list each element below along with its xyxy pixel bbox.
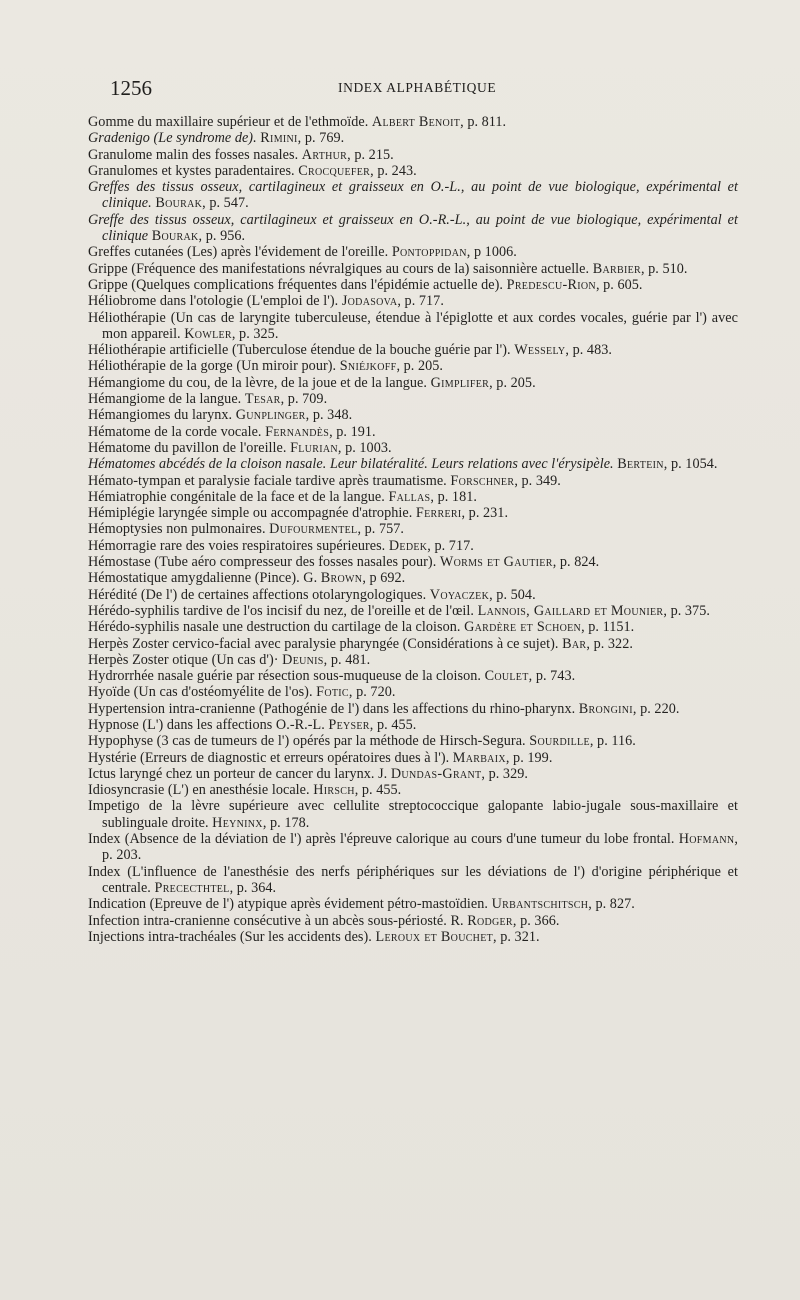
entry-page-ref: , p. 769. — [297, 130, 345, 147]
index-entry — [88, 554, 738, 570]
entry-page-ref: , p. 605. — [595, 276, 643, 293]
entry-author: Worms et Gautier — [439, 554, 553, 571]
entry-author: Wessely — [514, 342, 566, 359]
entry-page-ref: , p. 1054. — [663, 456, 718, 473]
entry-title: Hémangiome du cou, de la lèvre, de la joue et de la langue. — [88, 374, 427, 391]
entry-author: Dundas-Grant — [390, 765, 482, 782]
entry-title: Grippe (Quelques complications fréquentes dans l'épidémie actuelle de). — [88, 276, 504, 293]
entry-page-ref: , p. 504. — [489, 586, 536, 603]
entry-title: Hémiatrophie congénitale de la face et de la langue. — [88, 488, 385, 505]
entry-page-ref: , p. 455. — [369, 716, 417, 733]
entry-title: Gradenigo (Le syndrome de). — [88, 130, 257, 147]
entry-page-ref: , p. 1151. — [581, 619, 635, 636]
entry-title: Gomme du maxillaire supérieur et de l'ethmoïde. — [88, 114, 369, 130]
index-entry — [88, 342, 738, 358]
index-entry — [88, 407, 738, 423]
entry-page-ref: , p. 322. — [586, 635, 633, 652]
entry-title: Ictus laryngé chez un porteur de cancer du larynx. J. — [88, 765, 388, 782]
index-entry — [88, 717, 738, 733]
entry-title: Hérédo-syphilis nasale une destruction du cartilage de la cloison. — [88, 619, 461, 636]
index-entry — [88, 391, 738, 407]
entry-title: Hémato-tympan et paralysie faciale tardive après traumatisme. — [88, 472, 447, 489]
entry-page-ref: , p. 178. — [262, 814, 310, 831]
entry-title: Hémoptysies non pulmonaires. — [88, 521, 266, 538]
entry-author: Bar — [562, 635, 587, 652]
entry-page-ref: , p. 348. — [305, 407, 353, 424]
entry-title: Infection intra-cranienne consécutive à un abcès sous-périosté. R. — [88, 912, 464, 929]
entry-author: Marbaix — [452, 749, 506, 766]
entry-page-ref: , p. 717. — [427, 537, 474, 554]
index-entry — [88, 473, 738, 489]
entry-page-ref: , p. 215. — [347, 146, 394, 163]
entry-page-ref: , p. 510. — [640, 260, 688, 277]
entry-title: Héliothérapie (Un cas de laryngite tuberculeuse, étendue à l'épiglotte et aux cordes vocales, guérie par l') avec mon appareil. — [88, 309, 738, 342]
entry-author: Lannois, Gaillard et Mounier — [477, 602, 664, 619]
entry-title: Hémangiomes du larynx. — [88, 407, 233, 424]
entry-title: Hyoïde (Un cas d'ostéomyélite de l'os). — [88, 684, 313, 701]
index-entry — [88, 212, 738, 245]
entry-author: Forschner — [450, 472, 515, 489]
entry-page-ref: , p. 181. — [430, 488, 477, 505]
entry-title: Hérédité (De l') de certaines affections otolaryngologiques. — [88, 586, 427, 603]
entry-page-ref: , p. 956. — [198, 228, 246, 245]
index-entry — [88, 766, 738, 782]
entry-title: Hématome de la corde vocale. — [88, 423, 262, 440]
entry-page-ref: , p. 364. — [229, 879, 277, 896]
index-entry — [88, 929, 738, 945]
entry-author: Peyser — [328, 716, 370, 733]
entry-title: Hémorragie rare des voies respiratoires supérieures. — [88, 537, 386, 554]
entry-author: Fotic — [316, 684, 349, 701]
entry-page-ref: , p. 329. — [481, 765, 528, 782]
index-entry — [88, 147, 738, 163]
entry-page-ref: , p. 709. — [280, 391, 328, 408]
entry-author: Crocquefer — [298, 162, 371, 179]
entry-author: Flurian — [290, 439, 338, 456]
entry-author: Fernandès — [265, 423, 330, 440]
index-entry — [88, 570, 738, 586]
entry-author: Pontoppidan — [391, 244, 467, 261]
index-entry — [88, 798, 738, 831]
entry-title: Grippe (Fréquence des manifestations névralgiques au cours de la) saisonnière actuelle. — [88, 260, 590, 277]
entry-page-ref: , p. 321. — [493, 928, 540, 945]
entry-author: Bertein — [617, 456, 664, 473]
index-entry — [88, 440, 738, 456]
index-entry — [88, 684, 738, 700]
index-entry — [88, 538, 738, 554]
index-entry — [88, 913, 738, 929]
entry-title: Herpès Zoster cervico-facial avec paralysie pharyngée (Considérations à ce sujet). — [88, 635, 559, 652]
entry-page-ref: , p. 743. — [528, 668, 576, 685]
entry-page-ref: , p. 205. — [489, 374, 536, 391]
entry-author: Sniéjkoff — [339, 358, 397, 375]
entry-title: Index (Absence de la déviation de l') après l'épreuve calorique au cours d'une tumeur du lobe frontal. — [88, 831, 675, 848]
entry-title: Injections intra-trachéales (Sur les accidents des). — [88, 928, 372, 945]
entry-page-ref: , p. 205. — [396, 358, 444, 375]
entry-title: Hypnose (L') dans les affections O.-R.-L. — [88, 716, 325, 733]
entry-author: Arthur — [301, 146, 348, 163]
index-entry — [88, 831, 738, 864]
entry-page-ref: , p 1006. — [466, 244, 517, 261]
entry-author: Sourdille — [529, 733, 590, 750]
entry-title: Hémostase (Tube aéro compresseur des fosses nasales pour). — [88, 554, 437, 571]
entry-title: Hématome du pavillon de l'oreille. — [88, 439, 287, 456]
index-entry — [88, 701, 738, 717]
entry-page-ref: , p. 325. — [231, 325, 279, 342]
entry-author: Ferreri — [415, 505, 462, 522]
entry-author: Brown — [320, 570, 363, 587]
entry-title: Impetigo de la lèvre supérieure avec cellulite streptococcique galopante labio-jugale sous-maxillaire et sublinguale droite. — [88, 798, 738, 831]
entry-title: Indication (Epreuve de l') atypique après évidement pétro-mastoïdien. — [88, 896, 488, 913]
entry-author: Tesar — [244, 391, 281, 408]
entry-page-ref: , p. 220. — [632, 700, 680, 717]
entry-author: Coulet — [484, 668, 529, 685]
entry-page-ref: , p. 547. — [202, 195, 249, 212]
entry-title: Hérédo-syphilis tardive de l'os incisif du nez, de l'oreille et de l'œil. — [88, 602, 474, 619]
index-entry — [88, 505, 738, 521]
index-entry — [88, 489, 738, 505]
entry-author: Predescu-Rion — [506, 276, 596, 293]
index-entry — [88, 179, 738, 212]
entry-page-ref: , p. 349. — [514, 472, 561, 489]
index-entry — [88, 521, 738, 537]
index-entry — [88, 668, 738, 684]
entry-author: Urbantschitsch — [491, 896, 589, 913]
index-entry — [88, 130, 738, 146]
entry-author: Fallas — [388, 488, 431, 505]
entry-page-ref: , p. 203. — [102, 831, 738, 864]
index-entry — [88, 652, 738, 668]
entry-title: Hydrorrhée nasale guérie par résection sous-muqueuse de la cloison. — [88, 668, 481, 685]
index-entry — [88, 864, 738, 897]
entry-page-ref: , p. 717. — [397, 293, 444, 310]
entry-page-ref: , p. 199. — [505, 749, 553, 766]
index-entry — [88, 114, 738, 130]
entry-page-ref: , p. 824. — [552, 554, 600, 571]
index-entry — [88, 896, 738, 912]
page-number: 1256 — [110, 76, 152, 100]
entry-title: Hématomes abcédés de la cloison nasale. Leur bilatéralité. Leurs relations avec l'érysipèle. — [88, 456, 614, 473]
entry-author: Gimplifer — [430, 374, 490, 391]
index-entry — [88, 424, 738, 440]
entry-title: Hémiplégie laryngée simple ou accompagnée d'atrophie. — [88, 505, 413, 522]
entry-author: Gardère et Schoen — [464, 619, 582, 636]
entry-author: Dedek — [388, 537, 428, 554]
entry-page-ref: , p. 483. — [565, 342, 612, 359]
entry-title: Héliobrome dans l'otologie (L'emploi de l'). — [88, 293, 339, 310]
index-entry — [88, 456, 738, 472]
entry-author: Prececthtel — [154, 879, 230, 896]
entry-page-ref: , p. 116. — [589, 733, 636, 750]
entry-page-ref: , p. 811. — [460, 114, 507, 130]
entry-author: Gunplinger — [235, 407, 306, 424]
index-entry — [88, 358, 738, 374]
entry-title: Greffe des tissus osseux, cartilagineux et graisseux en O.-R.-L., au point de vue biologique, expérimental et clinique — [88, 211, 738, 245]
index-entry — [88, 163, 738, 179]
entry-author: Bourak — [155, 195, 203, 212]
entry-page-ref: , p. 757. — [357, 521, 405, 538]
index-entry — [88, 782, 738, 798]
entry-title: Granulomes et kystes paradentaires. — [88, 162, 295, 179]
entry-page-ref: , p. 455. — [354, 782, 402, 799]
entry-page-ref: , p. 827. — [588, 896, 635, 913]
entry-author: Hirsch — [313, 782, 355, 799]
entry-page-ref: , p. 375. — [663, 602, 710, 619]
entry-author: Rodger — [467, 912, 513, 929]
entry-page-ref: , p. 366. — [512, 912, 560, 929]
entry-author: Deunis — [282, 651, 324, 668]
entry-author: Heyninx — [212, 814, 263, 831]
entry-author: Bourak — [151, 228, 199, 245]
index-entry — [88, 733, 738, 749]
entry-author: Jodasova — [341, 293, 398, 310]
entry-author: Dufourmentel — [269, 521, 358, 538]
entry-author: Barbier — [592, 260, 641, 277]
page-header — [110, 76, 720, 100]
entry-title: Greffes cutanées (Les) après l'évidement de l'oreille. — [88, 244, 389, 261]
entry-title: Herpès Zoster otique (Un cas d')· — [88, 651, 279, 668]
entry-author: Voyaczek — [429, 586, 490, 603]
index-entry — [88, 603, 738, 619]
entry-author: Hofmann — [678, 831, 735, 848]
entry-page-ref: , p 692. — [362, 570, 406, 587]
entry-page-ref: , p. 1003. — [337, 439, 392, 456]
entry-author: Leroux et Bouchet — [375, 928, 494, 945]
index-entries — [88, 114, 738, 945]
entry-author: Kowler — [184, 325, 232, 342]
index-entry — [88, 310, 738, 343]
index-entry — [88, 375, 738, 391]
index-entry — [88, 277, 738, 293]
entry-title: Hémangiome de la langue. — [88, 391, 242, 408]
entry-title: Hypertension intra-cranienne (Pathogénie de l') dans les affections du rhino-pharynx. — [88, 700, 576, 717]
entry-page-ref: , p. 481. — [323, 651, 371, 668]
entry-title: Héliothérapie de la gorge (Un miroir pour). — [88, 358, 337, 375]
entry-page-ref: , p. 231. — [461, 505, 509, 522]
entry-author: Albert Benoit — [371, 114, 461, 130]
entry-title: Hypophyse (3 cas de tumeurs de l') opérés par la méthode de Hirsch-Segura. — [88, 733, 526, 750]
index-entry — [88, 261, 738, 277]
entry-author: Brongini — [578, 700, 633, 717]
index-entry — [88, 619, 738, 635]
entry-page-ref: , p. 243. — [370, 162, 417, 179]
entry-title: Héliothérapie artificielle (Tuberculose étendue de la bouche guérie par l'). — [88, 342, 511, 359]
entry-title: Hystérie (Erreurs de diagnostic et erreurs opératoires dues à l'). — [88, 749, 450, 766]
index-entry — [88, 293, 738, 309]
index-entry — [88, 636, 738, 652]
entry-page-ref: , p. 720. — [348, 684, 396, 701]
index-entry — [88, 244, 738, 260]
entry-title: Greffes des tissus osseux, cartilagineux et graisseux en O.-L., au point de vue biologique, expérimental et clinique. — [88, 179, 738, 212]
entry-page-ref: , p. 191. — [329, 423, 376, 440]
index-entry — [88, 587, 738, 603]
entry-title: Idiosyncrasie (L') en anesthésie locale. — [88, 782, 310, 799]
entry-title: Hémostatique amygdalienne (Pince). G. — [88, 570, 318, 587]
running-head: INDEX ALPHABÉTIQUE — [338, 80, 497, 95]
entry-title: Granulome malin des fosses nasales. — [88, 146, 299, 163]
index-entry — [88, 750, 738, 766]
entry-title: Index (L'influence de l'anesthésie des nerfs périphériques sur les déviations de l') d'origine périphérique et centrale. — [88, 863, 738, 896]
entry-author: Rimini — [260, 130, 298, 147]
